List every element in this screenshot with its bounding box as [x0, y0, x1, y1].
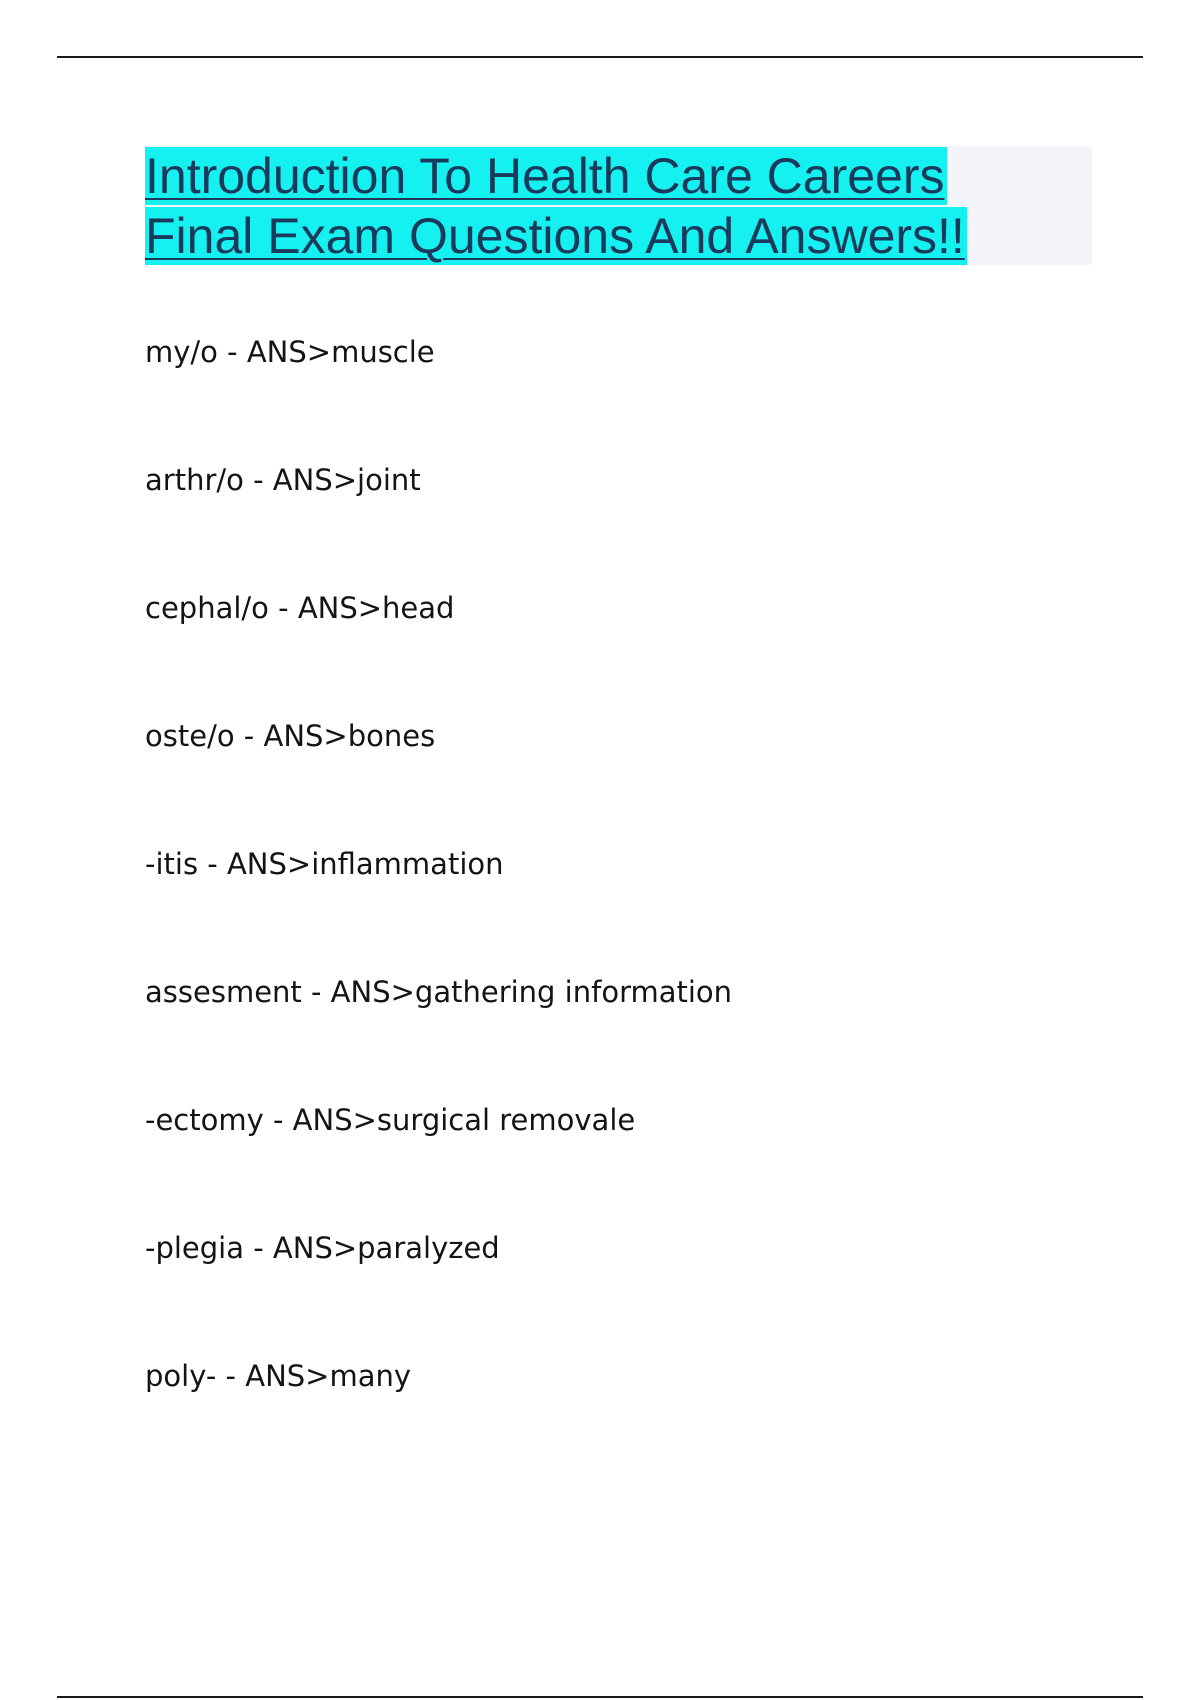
- title-block: [145, 146, 1092, 265]
- qa-item: arthr/o - ANS>joint: [145, 463, 421, 497]
- top-divider: [57, 56, 1143, 58]
- qa-item: poly- - ANS>many: [145, 1359, 412, 1393]
- qa-item: -itis - ANS>inflammation: [145, 847, 504, 881]
- qa-item: -plegia - ANS>paralyzed: [145, 1231, 500, 1265]
- qa-list: [145, 330, 1095, 1482]
- bottom-divider: [57, 1696, 1143, 1698]
- qa-item: assesment - ANS>gathering information: [145, 975, 733, 1009]
- qa-item: cephal/o - ANS>head: [145, 591, 455, 625]
- qa-item: oste/o - ANS>bones: [145, 719, 436, 753]
- page-title-line-1: Introduction To Health Care Careers: [145, 148, 945, 204]
- qa-item: my/o - ANS>muscle: [145, 335, 435, 369]
- qa-item: -ectomy - ANS>surgical removale: [145, 1103, 636, 1137]
- page-title-line-2: Final Exam Questions And Answers!!: [145, 208, 965, 264]
